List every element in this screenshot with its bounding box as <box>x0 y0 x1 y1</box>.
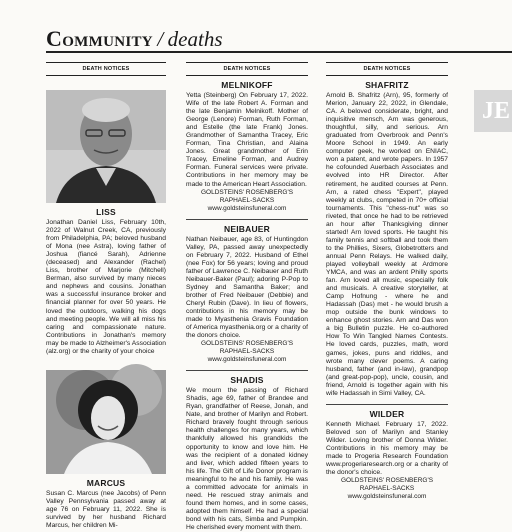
shafritz-name: SHAFRITZ <box>365 80 409 90</box>
notice-separator <box>326 404 448 405</box>
melnikoff-notice-text: Yetta (Steinberg) On February 17, 2022. Wife of the late Robert A. Forman and the late Benjamin Melnikoff. Mother of George (Lenore) Forman, Ruth Forman, and Estelle (the late Frank) Jones. Grandmother of Samantha Tracey, Eric Forman, Tina Christian, and Alaina Jones. Great grandmother of Erin Tracey, Emeline Forman, and Audrey Forman. Funeral services were private. Contributions in her memory may be made to the American Heart Association. <box>186 92 308 188</box>
melnikoff-website: www.goldsteinsfuneral.com <box>207 204 287 212</box>
death-notices-column-2 <box>186 62 308 531</box>
neibauer-funeral-home-2: RAPHAEL-SACKS <box>219 348 275 356</box>
side-tab-text: JE <box>482 98 511 124</box>
section-divider: / <box>157 27 164 51</box>
header-rule <box>46 51 512 53</box>
notice-separator <box>186 219 308 220</box>
column-heading: DEATH NOTICES <box>326 62 448 76</box>
neibauer-name: NEIBAUER <box>224 223 270 234</box>
marcus-photo <box>46 370 166 474</box>
wilder-funeral-home: GOLDSTEINS' ROSENBERG'S <box>340 477 434 485</box>
marcus-notice-text: Susan C. Marcus (nee Jacobs) of Penn Valley Pennsylvania passed away at age 76 on February 11, 2022. She is survived by her husband Richard Marcus, her children Mi- <box>46 489 166 529</box>
death-notices-column-3 <box>326 62 448 512</box>
notice-separator <box>186 370 308 371</box>
shadis-notice-text: We mourn the passing of Richard Shadis, age 69, father of Brandee and Ryan, grandfather of Reese, Jonah, and Nate, and brother of Marilyn and Robert. Richard bravely fought through serious health challenges for many years, which thankfully allowed his grandkids the opportunity to know and love him. He was the recipient of a donated kidney and liver, which added fifteen years to his life. The Gift of Life Donor program is meaningful to he and his family. He was a committed advocate for animals in need. He rescued stray animals and found them homes, and in some cases, adopted them himself. He had a special bond with his cats, Simba and Pumpkin. He cherished every moment with them. <box>186 387 308 531</box>
liss-notice-text: Jonathan Daniel Liss, February 10th, 2022 of Walnut Creek, CA, previously from Philadelphia, PA; beloved husband of Mona (nee Astra), loving father of Joshua (fiancé Sarah), Adrienne (deceased) and Alexander (Rachel) Liss, brother of Marjorie (Mitchell) Berman, also survived by many nieces and nephews and cousins. Jonathan was a successful insurance broker and financial planner for over 50 years. He loved the outdoors, walking his dogs and meeting people. We will all miss his caring and compassionate nature. Contributions in Jonathan's memory may be made to Alzheimer's Association (alz.org) or the charity of your choice <box>46 219 166 355</box>
melnikoff-name: MELNIKOFF <box>221 80 273 90</box>
shafritz-notice-text: Arnold B. Shafritz (Arn), 95, formerly of Merion, January 22, 2022, in Glendale, CA. A beloved considerate, bright, and inquisitive mensch, Arn was generous, thoughtful, silly, and serious. Arn graduated from Overbrook and Penn's Moore School in 1949. An early computer geek, he worked on ENIAC, won a patent, and wrote papers. In 1957 he cofounded Auerbach Associates and evolved into HR Director. After retirement, he audited courses at Penn. Arn, a rated chess "Expert", played weekly at clubs, competed in 70+ official tournaments. This "chess-nut" was so riveted, that once he had to be retrieved an hour after Thanksgiving dinner started! Arn loved sports. He taught his family tennis and softball and took them to the Phillies, Sixers, Globetrotters and annual Penn Relays. He walked daily, played volleyball weekly at Ardmore YMCA, and was an ardent Philly sports fan. Arn loved all music, especially folk and musicals. A creative storyteller, at Camp Hofnung - where he and Hadassah (Das) met - he would brush a mop outside the bunk windows to enhance ghost stories. Arn and Das won a big Bulletin puzzle. He co-authored How To Win Tangled Names Contests. He loved cards, puzzles, math, word games, jokes, puns and riddles, and wrote many clever poems. A caring husband, father (and in-law), grandpop (and great-pop-pop), uncle, cousin, and friend, Arnold is together again with his wife Hadassah in Simi Valley, CA. <box>326 92 448 397</box>
liss-photo <box>46 90 166 203</box>
neibauer-funeral-home: GOLDSTEINS' ROSENBERG'S <box>200 340 294 348</box>
melnikoff-funeral-home-2: RAPHAEL-SACKS <box>219 196 275 204</box>
wilder-notice-text: Kenneth Michael. February 17, 2022. Beloved son of Marilyn and Stanley Wilder. Loving brother of Donna Wilder. Contributions in his memory may be made to Progeria Research Foundation www.progeriaresearch.org or a charity of the donor's choice. <box>326 420 448 477</box>
column-heading: DEATH NOTICES <box>186 62 308 76</box>
wilder-funeral-home-2: RAPHAEL-SACKS <box>359 485 415 493</box>
neibauer-notice-text: Nathan Neibauer, age 83, of Huntingdon Valley, PA, passed away unexpectedly on February 7, 2022. Husband of Ethel (nee Fox) for 56 years; loving and proud father of Lawrence C. Neibauer and Ruth Neibauer-Baker (Paul); adoring P-Pop to Sydney and Samantha Baker; and brother of Fred Neibauer (Debbie) and Cheryl Rubin (Dave). In lieu of flowers, contributions in his memory may be made to Myasthenia Gravis Foundation of America myasthenia.org or a charity of the donors choice. <box>186 235 308 340</box>
neibauer-website: www.goldsteinsfuneral.com <box>207 356 287 364</box>
section-subtitle: deaths <box>167 27 223 51</box>
death-notices-column-1 <box>46 62 166 529</box>
wilder-name: WILDER <box>369 408 405 419</box>
melnikoff-funeral-home: GOLDSTEINS' ROSENBERG'S <box>200 188 294 196</box>
shadis-name: SHADIS <box>230 375 264 386</box>
section-title: Community <box>46 26 153 51</box>
liss-name: LISS <box>96 207 116 217</box>
column-heading: DEATH NOTICES <box>46 62 166 76</box>
wilder-website: www.goldsteinsfuneral.com <box>347 493 427 501</box>
adjacent-page-tab <box>474 90 512 132</box>
section-header <box>46 26 223 50</box>
marcus-name: MARCUS <box>86 477 126 488</box>
